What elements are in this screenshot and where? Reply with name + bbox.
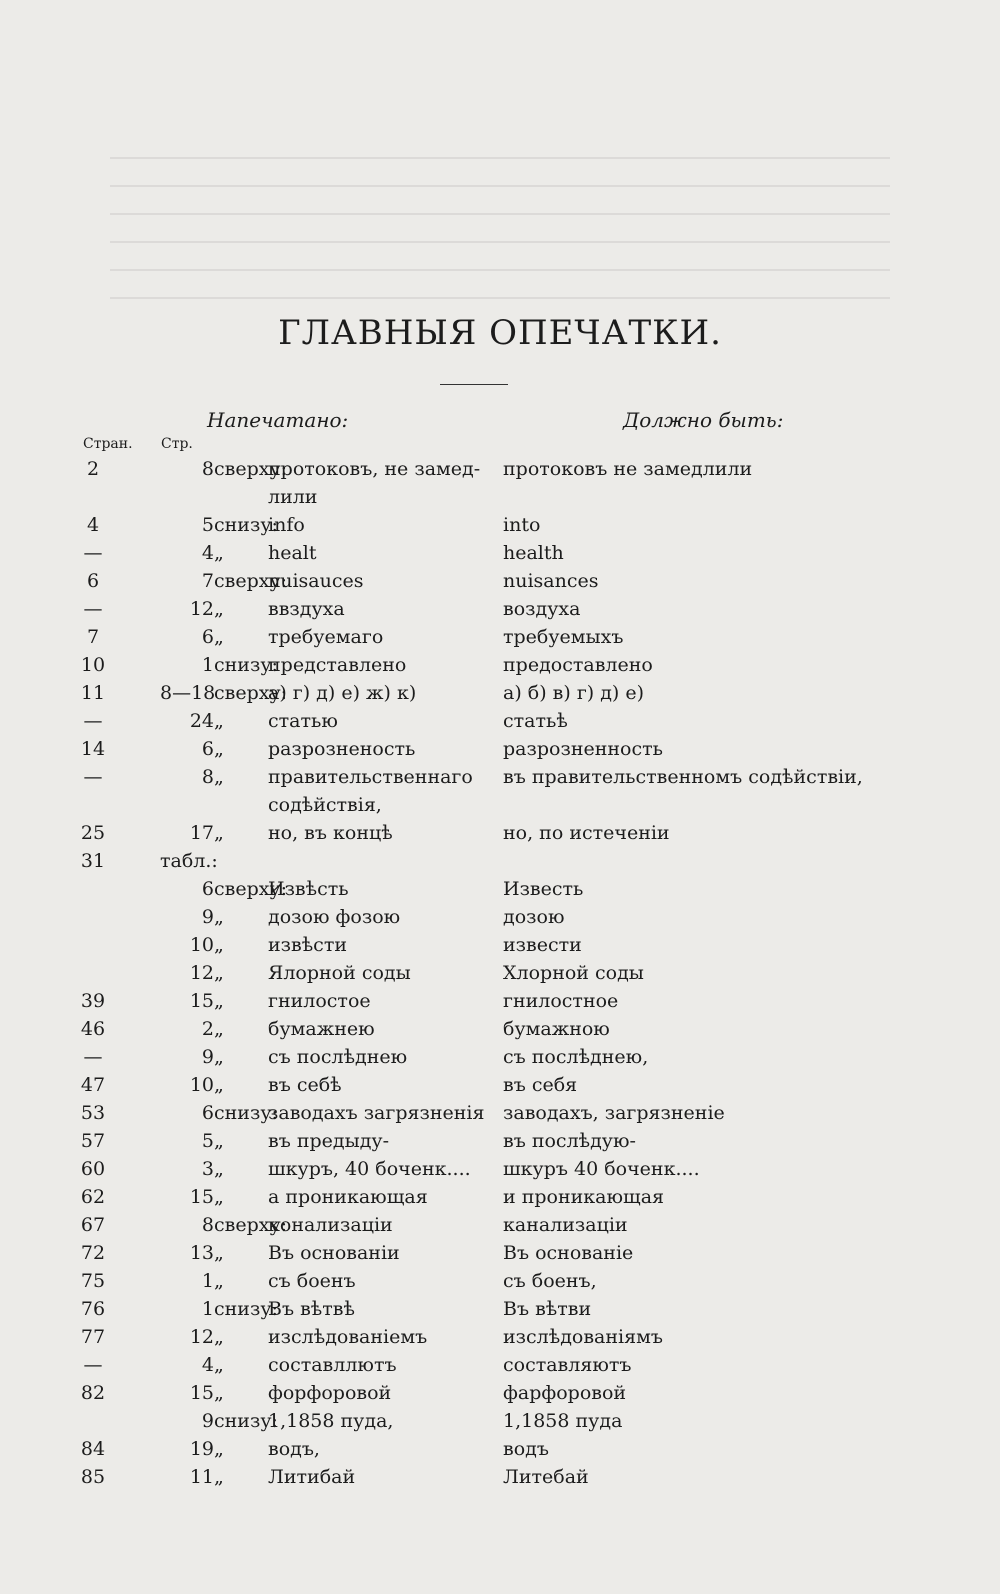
errata-row	[0, 1379, 1000, 1407]
errata-line-number: 1	[201, 1270, 214, 1292]
errata-row	[0, 791, 1000, 819]
errata-page-number: 85	[80, 1466, 106, 1488]
errata-row	[0, 1015, 1000, 1043]
errata-page-number: 2	[86, 458, 100, 480]
errata-position: „	[214, 906, 224, 928]
errata-correct-text: дозою	[503, 906, 565, 928]
errata-row	[0, 735, 1000, 763]
errata-printed-text: статью	[268, 710, 338, 732]
errata-printed-text: содѣйствія,	[268, 794, 382, 816]
errata-line-number: 9	[201, 1410, 214, 1432]
errata-correct-text: статьѣ	[503, 710, 568, 732]
errata-position: „	[214, 1158, 224, 1180]
errata-position: снизу:	[214, 1298, 278, 1320]
printed-header: Напечатано:	[207, 408, 349, 432]
errata-correct-text: въ послѣдую-	[503, 1130, 636, 1152]
errata-position: снизу:	[214, 654, 278, 676]
errata-printed-text: дозою фозою	[268, 906, 401, 928]
errata-page-number: —	[83, 542, 103, 564]
errata-position: „	[214, 1242, 224, 1264]
errata-correct-text: Хлорной соды	[503, 962, 644, 984]
errata-printed-text: лили	[268, 486, 318, 508]
errata-page-number: 60	[80, 1158, 106, 1180]
errata-line-number: 10	[189, 1074, 214, 1096]
errata-line-number: 9	[201, 1046, 214, 1068]
errata-line-number: 5	[201, 514, 214, 536]
errata-correct-text: протоковъ не замедлили	[503, 458, 753, 480]
errata-line-number: 4	[201, 542, 214, 564]
errata-printed-text: съ послѣднею	[268, 1046, 408, 1068]
errata-correct-text: заводахъ, загрязненіе	[503, 1102, 725, 1124]
errata-row	[0, 1155, 1000, 1183]
errata-printed-text: разрозненость	[268, 738, 416, 760]
errata-correct-text: Литебай	[503, 1466, 589, 1488]
errata-row	[0, 1295, 1000, 1323]
errata-position: „	[214, 710, 224, 732]
errata-printed-text: ввздуха	[268, 598, 345, 620]
line-column-header: Стр.	[161, 436, 193, 452]
errata-row	[0, 959, 1000, 987]
errata-page-number: 76	[80, 1298, 106, 1320]
errata-page-number: —	[83, 766, 103, 788]
errata-page-number: 14	[80, 738, 106, 760]
errata-line-number: 5	[201, 1130, 214, 1152]
errata-row	[0, 1407, 1000, 1435]
errata-line-number: 1	[201, 654, 214, 676]
errata-correct-text: шкуръ 40 боченк....	[503, 1158, 700, 1180]
errata-position: „	[214, 990, 224, 1012]
errata-position: снизу:	[214, 514, 278, 536]
errata-printed-text: Извѣсть	[268, 878, 349, 900]
errata-correct-text: гнилостное	[503, 990, 619, 1012]
errata-printed-text: info	[268, 514, 305, 536]
errata-page-number: 72	[80, 1242, 106, 1264]
errata-row	[0, 1267, 1000, 1295]
errata-correct-text: съ боенъ,	[503, 1270, 597, 1292]
errata-correct-text: и проникающая	[503, 1186, 665, 1208]
errata-line-number: 6	[201, 878, 214, 900]
errata-line-number: 6	[201, 626, 214, 648]
errata-printed-text: заводахъ загрязненія	[268, 1102, 485, 1124]
errata-page-number: —	[83, 1046, 103, 1068]
errata-printed-text: а) г) д) е) ж) к)	[268, 682, 417, 704]
errata-page-number: 46	[80, 1018, 106, 1040]
errata-printed-text: правительственнаго	[268, 766, 473, 788]
errata-correct-text: извести	[503, 934, 582, 956]
errata-position: снизу:	[214, 1102, 278, 1124]
errata-printed-text: съ боенъ	[268, 1270, 356, 1292]
errata-correct-text: воздуха	[503, 598, 581, 620]
errata-page-number: 82	[80, 1382, 106, 1404]
errata-printed-text: но, въ концѣ	[268, 822, 393, 844]
errata-row	[0, 1435, 1000, 1463]
errata-line-number: 13	[189, 1242, 214, 1264]
errata-line-number: 15	[189, 1382, 214, 1404]
errata-page-number: 7	[86, 626, 100, 648]
errata-position: „	[214, 1270, 224, 1292]
errata-row	[0, 847, 1000, 875]
errata-row	[0, 1239, 1000, 1267]
errata-printed-text: форфоровой	[268, 1382, 392, 1404]
errata-correct-text: фарфоровой	[503, 1382, 627, 1404]
errata-row	[0, 931, 1000, 959]
errata-correct-text: изслѣдованіямъ	[503, 1326, 663, 1348]
errata-printed-text: Ялорной соды	[268, 962, 411, 984]
errata-row	[0, 483, 1000, 511]
errata-line-number: 8	[201, 458, 214, 480]
errata-correct-text: бумажною	[503, 1018, 610, 1040]
errata-printed-text: Въ основаніи	[268, 1242, 400, 1264]
errata-line-number: табл.:	[160, 850, 218, 872]
errata-line-number: 8—18	[160, 682, 216, 704]
errata-page-number: 4	[86, 514, 100, 536]
errata-position: „	[214, 542, 224, 564]
errata-line-number: 8	[201, 766, 214, 788]
errata-correct-text: водъ	[503, 1438, 549, 1460]
errata-line-number: 1	[201, 1298, 214, 1320]
errata-row	[0, 1071, 1000, 1099]
errata-row	[0, 623, 1000, 651]
errata-row	[0, 875, 1000, 903]
errata-line-number: 12	[189, 962, 214, 984]
errata-printed-text: протоковъ, не замед-	[268, 458, 481, 480]
errata-line-number: 15	[189, 990, 214, 1012]
errata-printed-text: извѣсти	[268, 934, 347, 956]
errata-position: „	[214, 1382, 224, 1404]
errata-page-number: 57	[80, 1130, 106, 1152]
errata-position: „	[214, 1018, 224, 1040]
errata-printed-text: healt	[268, 542, 317, 564]
errata-position: сверху:	[214, 570, 288, 592]
errata-position: „	[214, 1046, 224, 1068]
errata-row	[0, 903, 1000, 931]
errata-position: „	[214, 1186, 224, 1208]
errata-page-number: 77	[80, 1326, 106, 1348]
errata-table	[0, 455, 1000, 1491]
errata-row	[0, 1211, 1000, 1239]
errata-line-number: 3	[201, 1158, 214, 1180]
errata-page-number: 53	[80, 1102, 106, 1124]
errata-position: „	[214, 766, 224, 788]
errata-page-number: —	[83, 710, 103, 732]
errata-correct-text: требуемыхъ	[503, 626, 624, 648]
errata-printed-text: изслѣдованіемъ	[268, 1326, 428, 1348]
errata-line-number: 12	[189, 1326, 214, 1348]
errata-printed-text: гнилостое	[268, 990, 371, 1012]
errata-position: „	[214, 598, 224, 620]
errata-row	[0, 707, 1000, 735]
errata-position: „	[214, 1130, 224, 1152]
errata-printed-text: бумажнею	[268, 1018, 375, 1040]
errata-page-number: 10	[80, 654, 106, 676]
errata-line-number: 7	[201, 570, 214, 592]
errata-line-number: 19	[189, 1438, 214, 1460]
errata-printed-text: Литибай	[268, 1466, 356, 1488]
errata-line-number: 17	[189, 822, 214, 844]
errata-row	[0, 567, 1000, 595]
title-rule	[440, 384, 508, 385]
errata-line-number: 11	[189, 1466, 214, 1488]
errata-line-number: 24	[189, 710, 214, 732]
errata-position: сверху:	[214, 458, 288, 480]
errata-page-number: 47	[80, 1074, 106, 1096]
errata-correct-text: 1,1858 пуда	[503, 1410, 623, 1432]
errata-row	[0, 1351, 1000, 1379]
errata-row	[0, 1099, 1000, 1127]
errata-position: „	[214, 822, 224, 844]
page-title: ГЛАВНЫЯ ОПЕЧАТКИ.	[278, 313, 722, 353]
errata-position: сверху:	[214, 1214, 288, 1236]
errata-position: „	[214, 626, 224, 648]
errata-correct-text: въ правительственномъ содѣйствіи,	[503, 766, 863, 788]
errata-page-number: 39	[80, 990, 106, 1012]
errata-page-number: 62	[80, 1186, 106, 1208]
errata-correct-text: предоставлено	[503, 654, 653, 676]
errata-position: „	[214, 1466, 224, 1488]
errata-printed-text: nuisauces	[268, 570, 364, 592]
errata-row	[0, 1323, 1000, 1351]
errata-page-number: 84	[80, 1438, 106, 1460]
errata-position: „	[214, 1354, 224, 1376]
errata-page-number: —	[83, 1354, 103, 1376]
errata-correct-text: nuisances	[503, 570, 599, 592]
errata-correct-text: Въ вѣтви	[503, 1298, 592, 1320]
errata-printed-text: въ себѣ	[268, 1074, 342, 1096]
errata-printed-text: а проникающая	[268, 1186, 428, 1208]
errata-correct-text: но, по истеченіи	[503, 822, 670, 844]
errata-printed-text: 1,1858 пуда,	[268, 1410, 394, 1432]
correct-header: Должно быть:	[623, 408, 784, 432]
errata-line-number: 9	[201, 906, 214, 928]
errata-page-number: —	[83, 598, 103, 620]
errata-row	[0, 987, 1000, 1015]
errata-printed-text: водъ,	[268, 1438, 320, 1460]
errata-correct-text: разрозненность	[503, 738, 663, 760]
errata-correct-text: составляютъ	[503, 1354, 632, 1376]
errata-printed-text: требуемаго	[268, 626, 384, 648]
errata-page-number: 75	[80, 1270, 106, 1292]
errata-position: снизу:	[214, 1410, 278, 1432]
errata-row	[0, 595, 1000, 623]
errata-line-number: 10	[189, 934, 214, 956]
errata-printed-text: въ предыду-	[268, 1130, 390, 1152]
errata-correct-text: а) б) в) г) д) е)	[503, 682, 645, 704]
errata-row	[0, 1043, 1000, 1071]
errata-correct-text: Известь	[503, 878, 584, 900]
errata-correct-text: Въ основаніе	[503, 1242, 634, 1264]
errata-correct-text: въ себя	[503, 1074, 578, 1096]
errata-row	[0, 819, 1000, 847]
errata-line-number: 4	[201, 1354, 214, 1376]
errata-row	[0, 1463, 1000, 1491]
errata-row	[0, 679, 1000, 707]
errata-position: „	[214, 1438, 224, 1460]
errata-page-number: 67	[80, 1214, 106, 1236]
errata-page-number: 6	[86, 570, 100, 592]
errata-row	[0, 1183, 1000, 1211]
errata-correct-text: health	[503, 542, 564, 564]
errata-printed-text: Въ вѣтвѣ	[268, 1298, 355, 1320]
errata-position: сверху:	[214, 878, 288, 900]
errata-position: „	[214, 738, 224, 760]
errata-row	[0, 1127, 1000, 1155]
errata-line-number: 15	[189, 1186, 214, 1208]
errata-row	[0, 455, 1000, 483]
errata-correct-text: съ послѣднею,	[503, 1046, 649, 1068]
errata-row	[0, 651, 1000, 679]
errata-correct-text: into	[503, 514, 541, 536]
errata-printed-text: составллютъ	[268, 1354, 397, 1376]
errata-position: сверху:	[214, 682, 288, 704]
errata-printed-text: представлено	[268, 654, 407, 676]
errata-printed-text: шкуръ, 40 боченк....	[268, 1158, 471, 1180]
errata-line-number: 8	[201, 1214, 214, 1236]
errata-position: „	[214, 962, 224, 984]
errata-printed-text: конализаціи	[268, 1214, 393, 1236]
errata-row	[0, 511, 1000, 539]
errata-page-number: 11	[80, 682, 106, 704]
errata-row	[0, 763, 1000, 791]
errata-row	[0, 539, 1000, 567]
errata-line-number: 6	[201, 1102, 214, 1124]
errata-correct-text: канализаціи	[503, 1214, 628, 1236]
errata-position: „	[214, 1074, 224, 1096]
errata-line-number: 12	[189, 598, 214, 620]
errata-position: „	[214, 1326, 224, 1348]
errata-page-number: 31	[80, 850, 106, 872]
errata-position: „	[214, 934, 224, 956]
errata-line-number: 6	[201, 738, 214, 760]
errata-page-number: 25	[80, 822, 106, 844]
errata-line-number: 2	[201, 1018, 214, 1040]
page-column-header: Стран.	[83, 436, 133, 452]
